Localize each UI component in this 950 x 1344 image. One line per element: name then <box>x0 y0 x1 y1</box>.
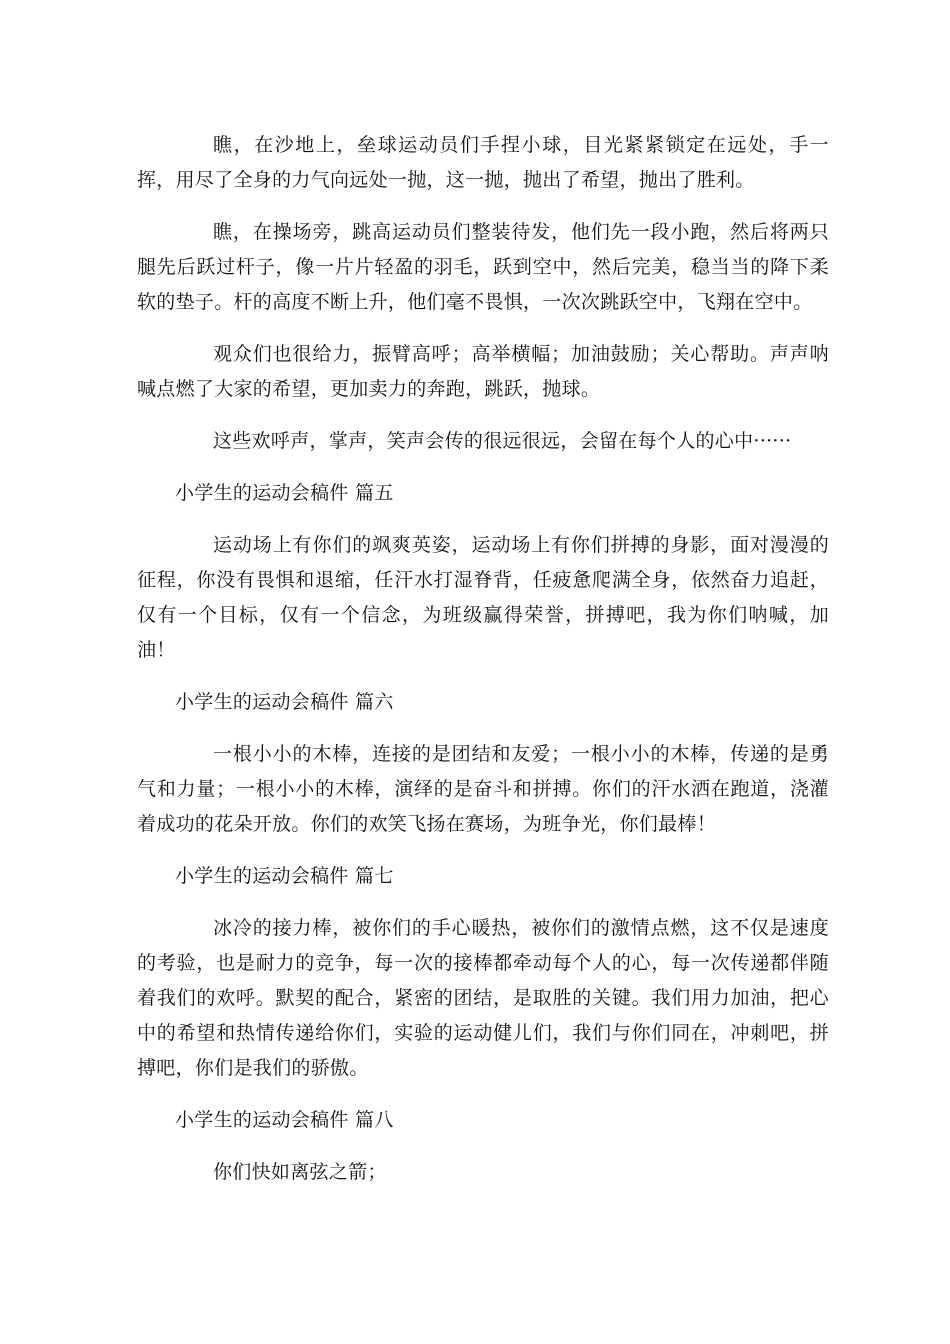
section-body-7: 冰冷的接力棒，被你们的手心暖热，被你们的激情点燃，这不仅是速度的考验，也是耐力的竞争，每一次的接棒都牵动每个人的心，每一次传递都伴随着我们的欢呼。默契的配合，紧密的团结，是取胜的关键。我们用力加油，把心中的希望和热情传递给你们，实验的运动健儿们，我们与你们同在，冲刺吧，拼搏吧，你们是我们的骄傲。 <box>137 917 829 1079</box>
section-heading-8: 小学生的运动会稿件 篇八 <box>175 1109 394 1131</box>
section-body-8: 你们快如离弦之箭； <box>213 1161 387 1183</box>
paragraph-high-jump: 瞧，在操场旁，跳高运动员们整装待发，他们先一段小跑，然后将两只腿先后跃过杆子，像一片片轻盈的羽毛，跃到空中，然后完美，稳当当的降下柔软的垫子。杆的高度不断上升，他们毫不畏惧，一次次跳跃空中，飞翔在空中。 <box>137 221 829 313</box>
paragraph-audience: 观众们也很给力，振臂高呼；高举横幅；加油鼓励；关心帮助。声声呐喊点燃了大家的希望，更加卖力的奔跑，跳跃，抛球。 <box>137 343 829 400</box>
document-page <box>137 128 829 1207</box>
paragraph-softball: 瞧，在沙地上，垒球运动员们手捏小球，目光紧紧锁定在远处，手一挥，用尽了全身的力气向远处一抛，这一抛，抛出了希望，抛出了胜利。 <box>137 134 829 191</box>
section-heading-5: 小学生的运动会稿件 篇五 <box>175 482 394 504</box>
section-heading-7: 小学生的运动会稿件 篇七 <box>175 865 394 887</box>
section-body-6: 一根小小的木棒，连接的是团结和友爱；一根小小的木棒，传递的是勇气和力量；一根小小的木棒，演绎的是奋斗和拼搏。你们的汗水洒在跑道，浇灌着成功的花朵开放。你们的欢笑飞扬在赛场，为班争光，你们最棒！ <box>137 743 829 835</box>
paragraph-cheers: 这些欢呼声，掌声，笑声会传的很远很远，会留在每个人的心中······ <box>213 430 792 452</box>
section-body-5: 运动场上有你们的飒爽英姿，运动场上有你们拼搏的身影，面对漫漫的征程，你没有畏惧和退缩，任汗水打湿脊背，任疲惫爬满全身，依然奋力追赶，仅有一个目标，仅有一个信念，为班级赢得荣誉，拼搏吧，我为你们呐喊，加油！ <box>137 534 829 661</box>
section-heading-6: 小学生的运动会稿件 篇六 <box>175 691 394 713</box>
